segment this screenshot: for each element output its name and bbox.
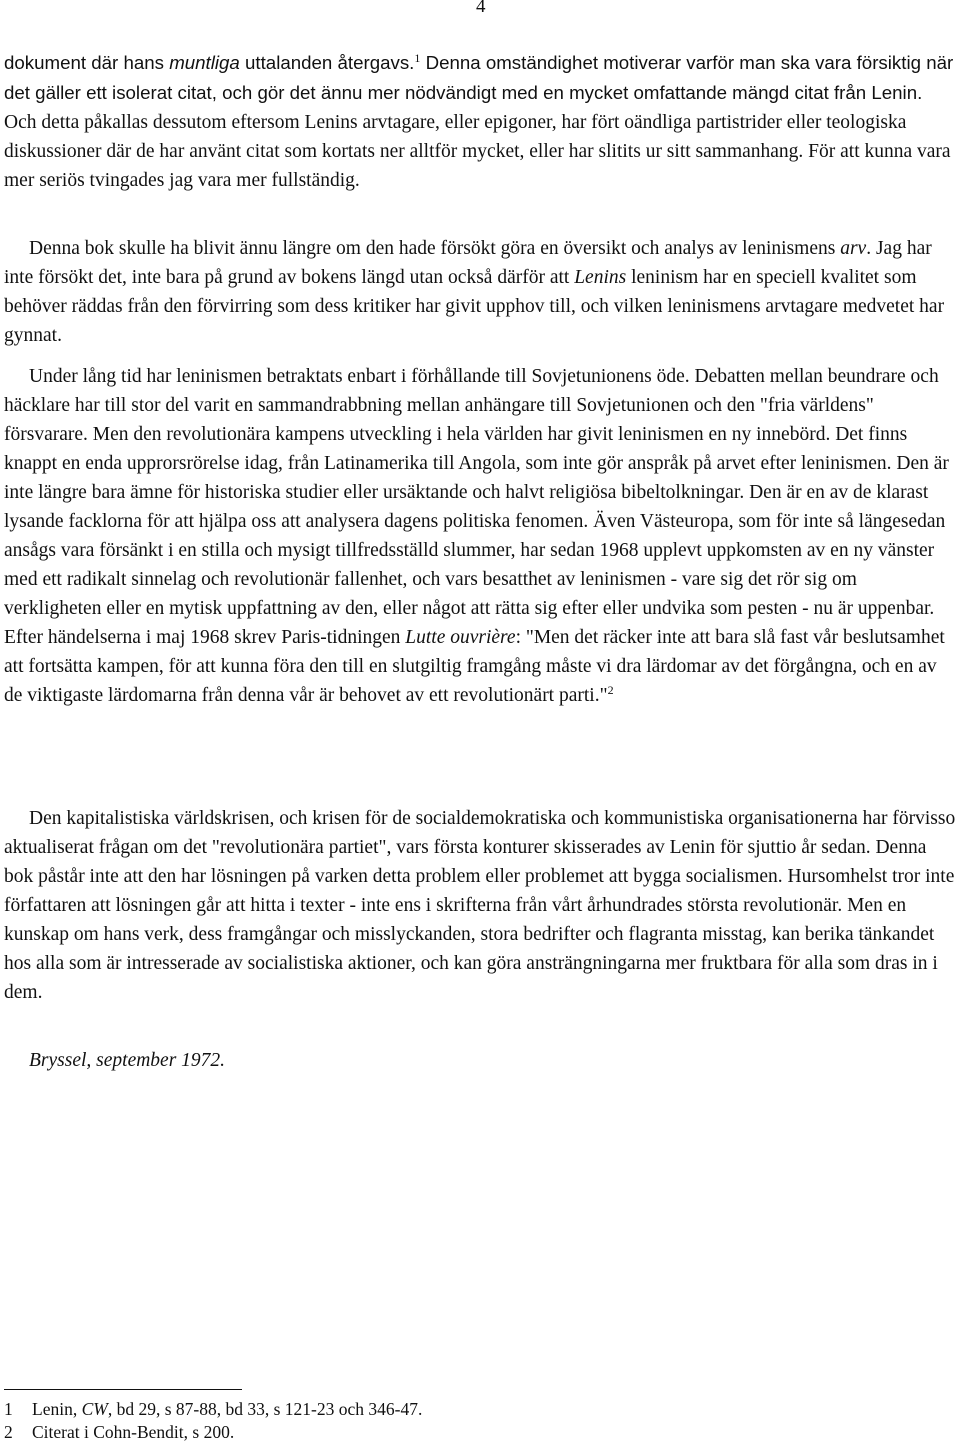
paragraph-2-part: leninism har en speciell kvalitet som behöver räddas från den förvirring som dess kritiker har givit upphov till, och vilken leninismens arvtagare medvetet har gynnat.: [4, 267, 945, 346]
footnote-text: Citerat i Cohn-Bendit, s 200.: [32, 1422, 235, 1442]
footnote-text: , bd 29, s 87-88, bd 33, s 121-23 och 346-47.: [107, 1399, 423, 1419]
footnote-italic: CW: [81, 1399, 108, 1419]
paragraph-3-part: : "Men det räcker inte att bara slå fast vår beslutsamhet att fortsätta kampen, för att kunna föra den till en slutgiltig framgång måste vi dra lärdomar av det förgångna, och en av de viktigaste lärdomarna från denna vår är behovet av ett revolutionärt parti.": [4, 627, 945, 706]
signature-line: Bryssel, september 1972.: [29, 1050, 226, 1071]
paragraph-1-italic: muntliga: [169, 52, 240, 73]
paragraph-1-part: dokument där hans: [4, 52, 170, 73]
footnote-number: 2: [4, 1422, 13, 1442]
paragraph-4: [4, 804, 956, 1007]
footnote-text: Lenin,: [32, 1399, 82, 1419]
page-number: 4: [476, 0, 486, 17]
paragraph-2-italic: arv: [840, 238, 867, 259]
footnote-number: 1: [4, 1399, 13, 1419]
paragraph-2-part: Denna bok skulle ha blivit ännu längre om den hade försökt göra en översikt och analys av leninismens: [29, 238, 841, 259]
footnote-ref-2[interactable]: 2: [607, 682, 614, 697]
paragraph-2-part: Jag har inte försökt det, inte bara på grund av bokens längd utan också därför att: [4, 238, 932, 288]
paragraph-4-text: Den kapitalistiska världskrisen, och krisen för de socialdemokratiska och kommunistiska organisationerna har förvisso aktualiserat frågan om det "revolutionära partiet", vars första konturer skisserades av Lenin för sjuttio år sedan. Denna bok påstår inte att den har lösningen på varken detta problem eller problemet att bygga socialismen. Hursomhelst tror inte författaren att lösningen går att hitta i texter - inte ens i skrifterna från vårt århundrades största revolutionär. Men en kunskap om hans verk, dess framgångar och misslyckanden, stora bedrifter och flagranta misstag, kan berika tänkandet hos alla som är intresserade av socialistiska aktioner, och kan göra ansträngningarna mer fruktbara för alla som dras in i dem.: [4, 808, 956, 1003]
paragraph-1-part: Och detta påkallas dessutom eftersom Lenins arvtagare, eller epigoner, har fört oändliga partistrider eller teologiska diskussioner där de har använt citat som kortats ner alltför mycket, eller har slitits ur sitt sammanhang. För att kunna vara mer seriös tvingades jag vara mer fullständig.: [4, 112, 951, 191]
paragraph-3-part: Under lång tid har leninismen betraktats enbart i förhållande till Sovjetunionens öde. Debatten mellan beundrare och häcklare har till stor del varit en sammandrabbning mellan anhängare till Sovjetunionen och den "fria världens" försvarare. Men den revolutionära kampens utveckling i hela världen har givit leninismen en ny innebörd. Det finns knappt en enda upprorsrörelse idag, från Latinamerika till Angola, som inte gör anspråk på arvet efter leninismen. Den är inte längre bara ämne för historiska studier eller ursäktande och halvt religiösa bibeltolkningar. Den är en av de klarast lysande facklorna för att hjälpa oss att analysera dagens politiska fenomen. Även Västeuropa, som för inte så längesedan ansågs vara försänkt i en stilla och mysigt tillfredsställd slummer, har sedan 1968 upplevt uppkomsten av en ny vänster med ett radikalt sinnelag och revolutionär fallenhet, och vars besatthet av leninismen - vare sig det rör sig om verkligheten eller en mytisk uppfattning av den, eller något att rätta sig efter eller undvika som pesten - nu är uppenbar. Efter händelserna i maj 1968 skrev Paris-tidningen: [4, 366, 949, 648]
paragraph-2: [4, 234, 956, 350]
paragraph-1: [4, 48, 956, 195]
footnote-divider: [4, 1389, 242, 1390]
paragraph-3-italic: Lutte ouvrière: [405, 627, 516, 648]
signature-block: [4, 1046, 956, 1075]
paragraph-1-part: uttalanden återgavs.: [239, 52, 415, 73]
paragraph-3: [4, 362, 956, 710]
paragraph-2-part: .: [866, 238, 872, 259]
paragraph-1-part: Denna omständighet motiverar varför man ska vara försiktig när det gäller ett isolerat citat, och gör det ännu mer nödvändigt med en mycket omfattande mängd citat från Lenin.: [4, 52, 954, 103]
footnote-2: [4, 1421, 234, 1443]
footnote-ref-1[interactable]: 1: [414, 50, 421, 65]
paragraph-2-italic: Lenins: [574, 267, 627, 288]
footnote-1: [4, 1398, 422, 1420]
